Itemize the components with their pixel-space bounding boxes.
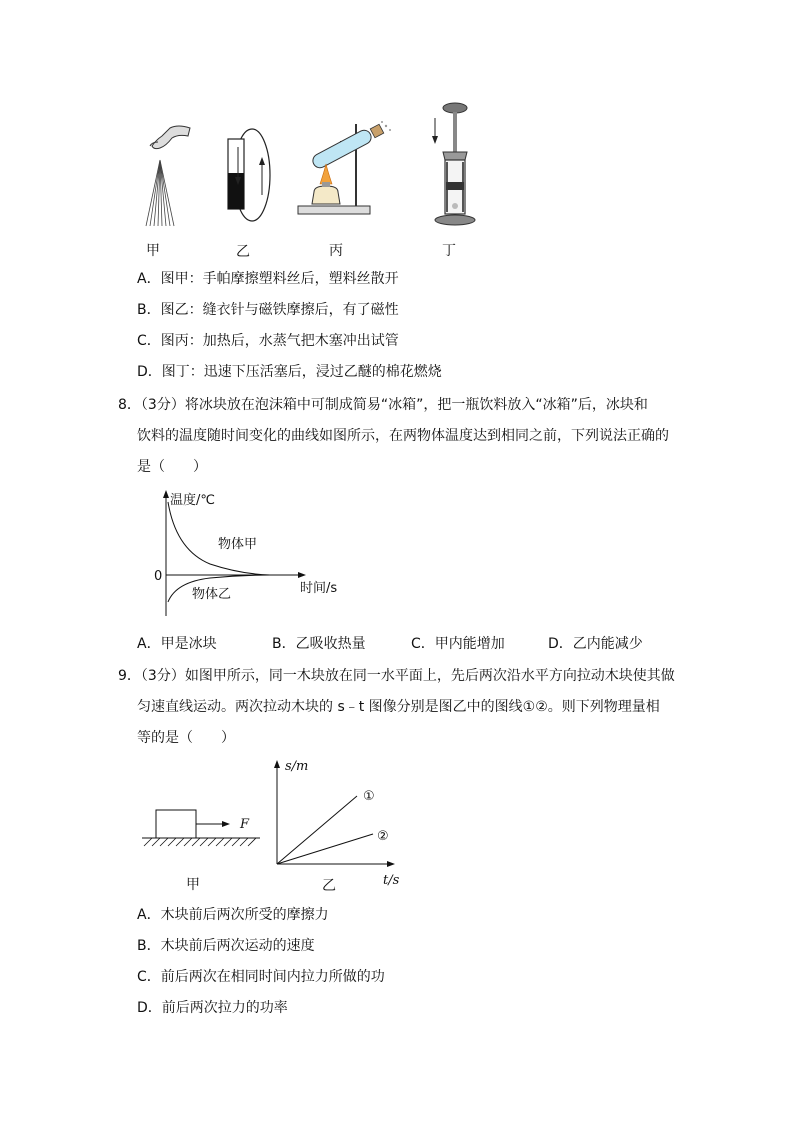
q9-graph-line2-label: ② bbox=[377, 829, 389, 844]
q9-option-b: B．木块前后两次运动的速度 bbox=[137, 938, 315, 954]
figure-jia-plastic-strings bbox=[138, 120, 198, 230]
q9-st-graph bbox=[265, 756, 405, 888]
q8-option-b: B．乙吸收热量 bbox=[272, 636, 366, 652]
q9-graph-ylabel: s/m bbox=[285, 759, 309, 774]
q7-option-b: B．图乙：缝衣针与磁铁摩擦后，有了磁性 bbox=[137, 302, 399, 318]
q8-stem-line3: 是（ ） bbox=[137, 459, 207, 475]
q9-force-label: F bbox=[240, 817, 250, 832]
figure-ding-piston-cylinder bbox=[425, 100, 479, 230]
q9-stem-line3: 等的是（ ） bbox=[137, 730, 235, 746]
caption-bing: 丙 bbox=[329, 243, 343, 259]
q8-temperature-graph bbox=[150, 488, 360, 620]
q8-option-d: D．乙内能减少 bbox=[548, 636, 643, 652]
q7-option-d: D．图丁：迅速下压活塞后，浸过乙醚的棉花燃烧 bbox=[137, 364, 442, 380]
q8-graph-ylabel: 温度/℃ bbox=[170, 493, 215, 508]
q8-graph-xlabel: 时间/s bbox=[300, 581, 338, 596]
q8-stem-line2: 饮料的温度随时间变化的曲线如图所示，在两物体温度达到相同之前，下列说法正确的 bbox=[137, 428, 669, 444]
figure-yi-needle-magnet bbox=[222, 125, 274, 225]
caption-yi: 乙 bbox=[236, 244, 250, 260]
q9-figure-block-force bbox=[140, 800, 260, 848]
q9-graph-xlabel: t/s bbox=[383, 873, 400, 888]
q9-stem-line2: 匀速直线运动。两次拉动木块的 s﹣t 图像分别是图乙中的图线①②。则下列物理量相 bbox=[137, 699, 660, 715]
q9-stem-line1: 9．（3分）如图甲所示，同一木块放在同一水平面上，先后两次沿水平方向拉动木块使其做 bbox=[118, 668, 675, 684]
q8-graph-curve-lower-label: 物体乙 bbox=[192, 587, 232, 602]
q9-graph-line1-label: ① bbox=[363, 789, 375, 804]
q8-graph-origin: 0 bbox=[154, 569, 163, 584]
caption-ding: 丁 bbox=[442, 243, 456, 259]
q8-graph-curve-upper-label: 物体甲 bbox=[218, 537, 258, 552]
q9-caption-yi: 乙 bbox=[322, 878, 336, 894]
q8-option-a: A．甲是冰块 bbox=[137, 636, 217, 652]
q7-option-a: A．图甲：手帕摩擦塑料丝后，塑料丝散开 bbox=[137, 271, 399, 287]
q9-option-a: A．木块前后两次所受的摩擦力 bbox=[137, 907, 329, 923]
q7-option-c: C．图丙：加热后，水蒸气把木塞冲出试管 bbox=[137, 333, 399, 349]
q8-stem-line1: 8．（3分）将冰块放在泡沫箱中可制成简易“冰箱”，把一瓶饮料放入“冰箱”后，冰块和 bbox=[118, 397, 648, 413]
q9-caption-jia: 甲 bbox=[186, 877, 200, 893]
caption-jia: 甲 bbox=[146, 243, 160, 259]
q8-option-c: C．甲内能增加 bbox=[411, 636, 505, 652]
q9-option-c: C．前后两次在相同时间内拉力所做的功 bbox=[137, 969, 385, 985]
figure-bing-test-tube-heating bbox=[296, 120, 396, 220]
q9-option-d: D．前后两次拉力的功率 bbox=[137, 1000, 288, 1016]
